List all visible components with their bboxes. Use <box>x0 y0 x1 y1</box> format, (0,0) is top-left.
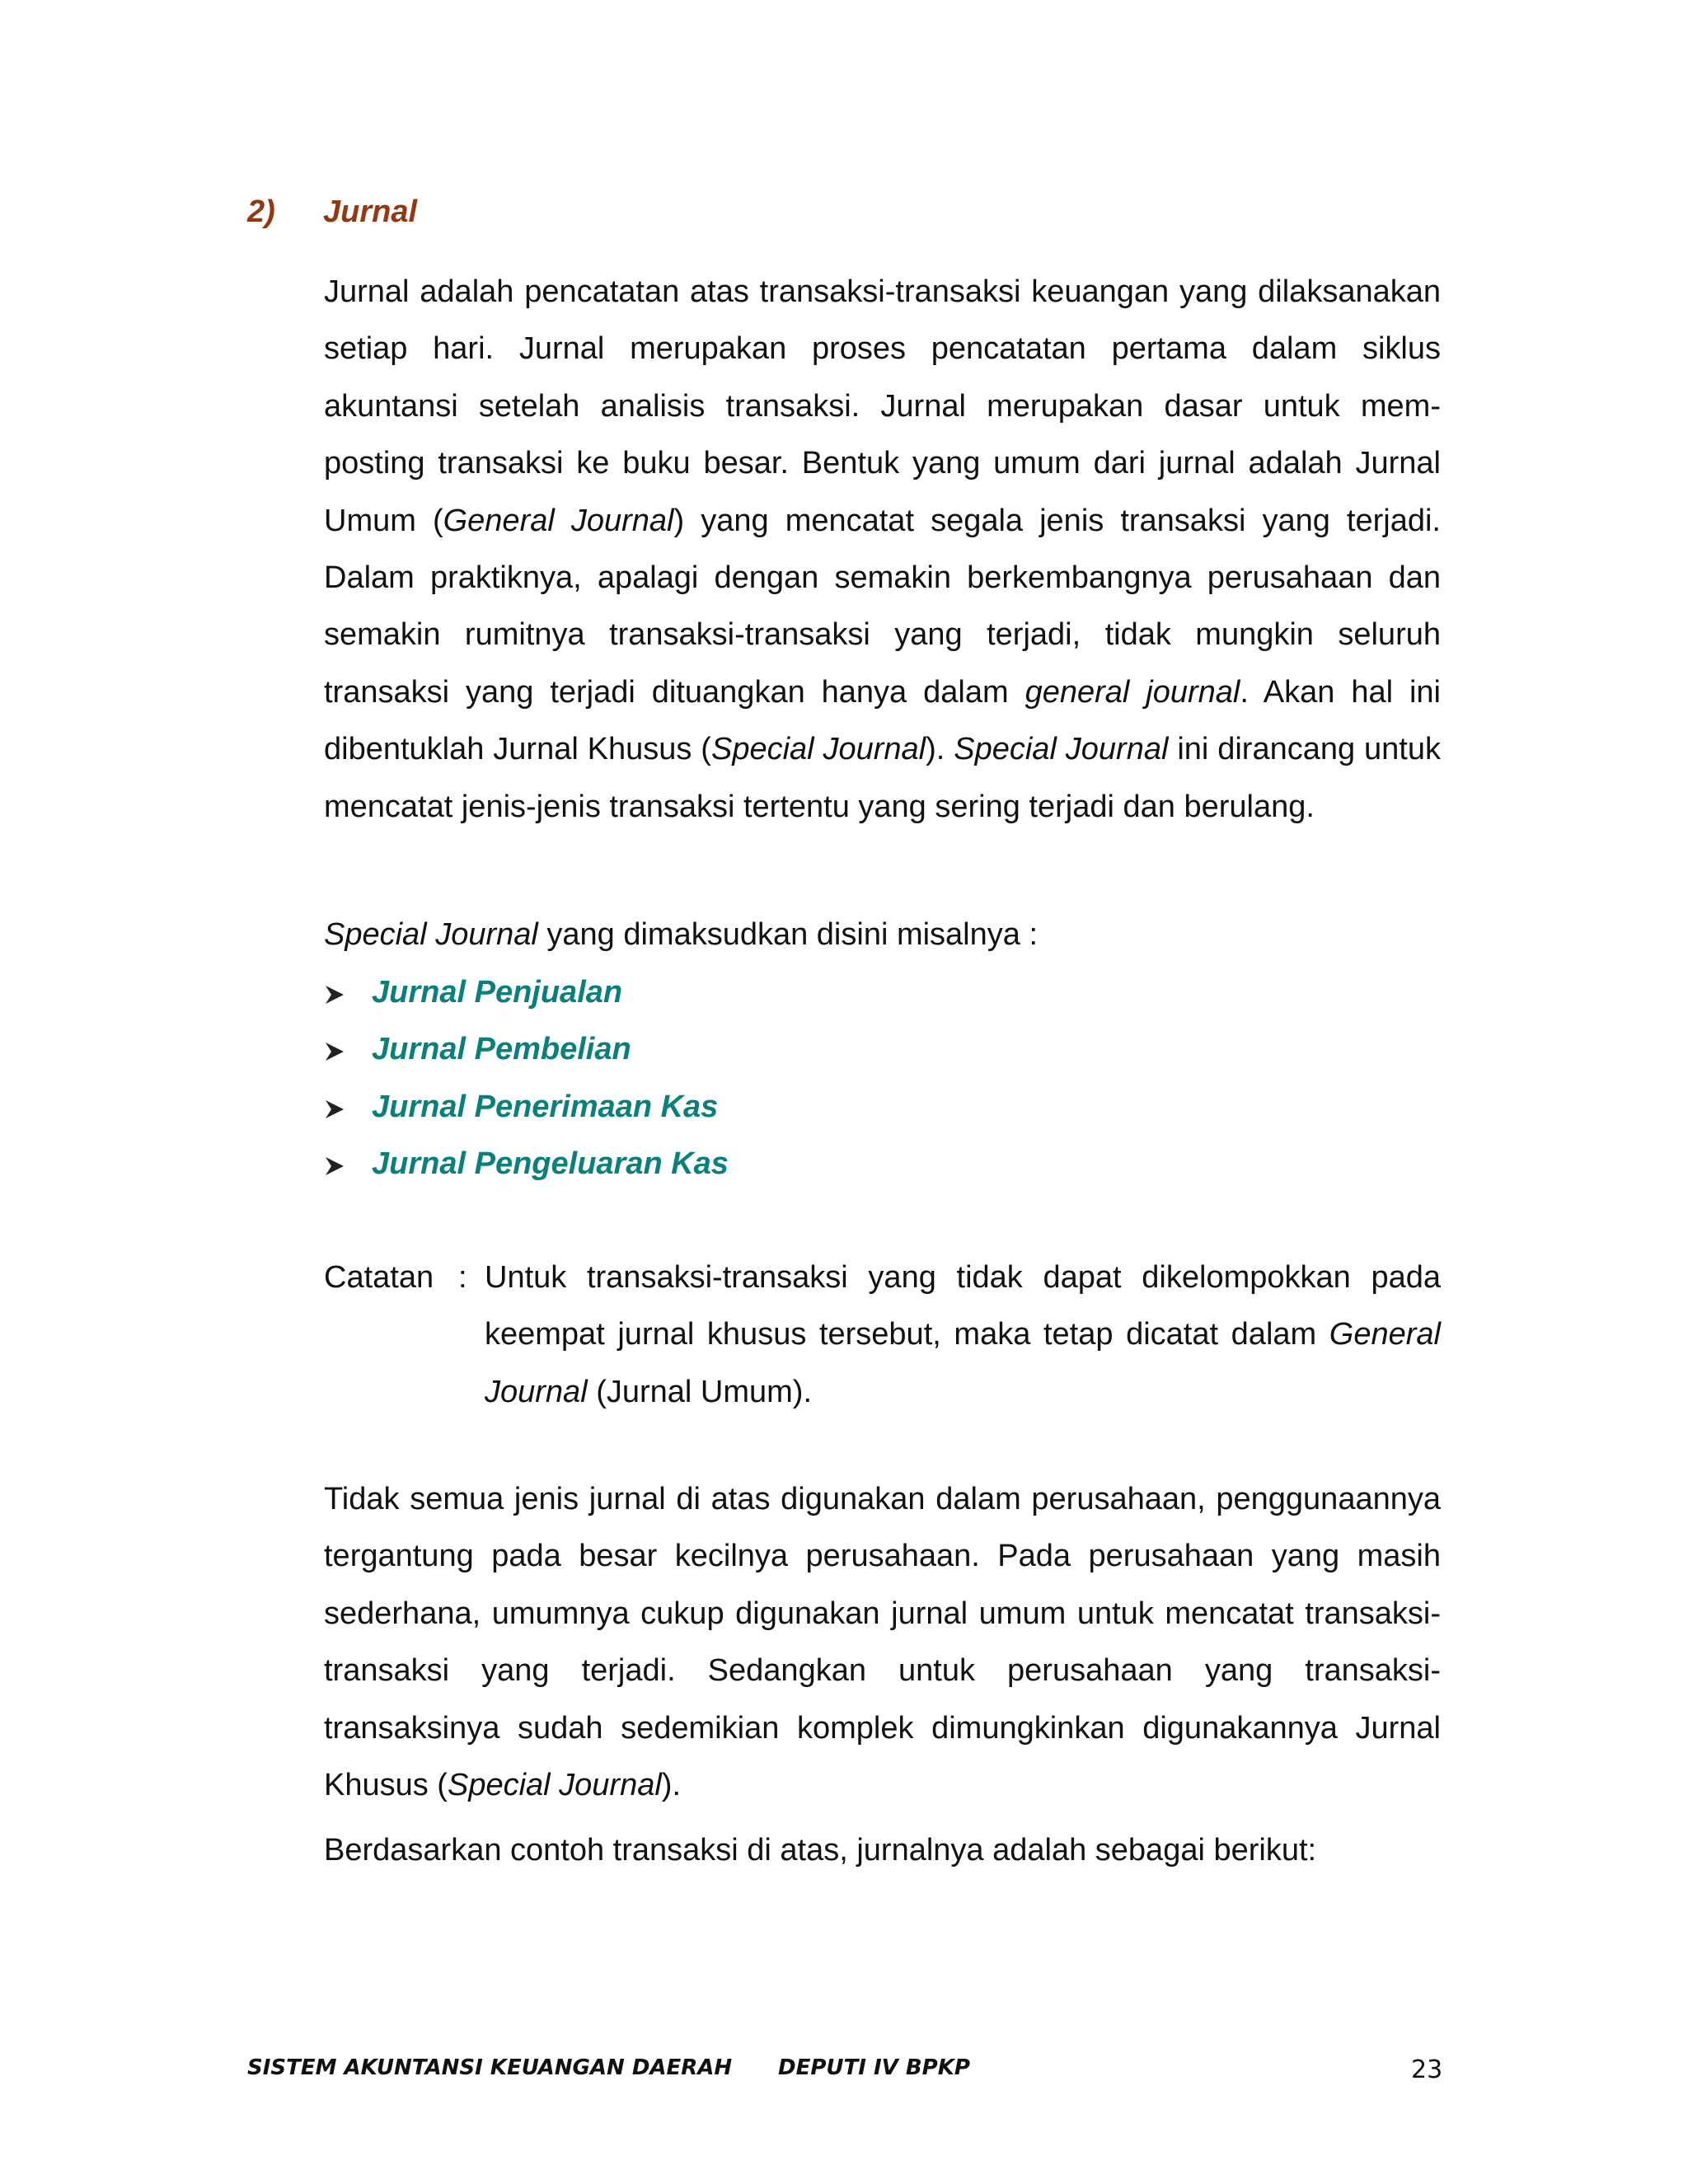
list-item <box>324 1021 729 1078</box>
paragraph-journal-usage <box>324 1471 1441 1814</box>
note-text <box>485 1249 1441 1421</box>
text-span: yang dimaksudkan disini misalnya : <box>537 917 1039 952</box>
text-span: Tidak semua jenis jurnal di atas digunakan dalam perusahaan, penggunaannya tergantung pada besar kecilnya perusahaan. Pada perusahaan yang masih sederhana, umumnya cukup digunakan jurnal umum untuk mencatat transaksi-transaksi yang terjadi. Sedangkan untuk perusahaan yang transaksi-transaksinya sudah sedemikian komplek dimungkinkan digunakannya Jurnal Khusus ( <box>324 1482 1441 1803</box>
page-number: 23 <box>1411 2055 1443 2084</box>
italic-term: Special Journal <box>954 732 1169 767</box>
text-span: Jurnal adalah pencatatan atas transaksi-transaksi keuangan yang dilaksanakan setiap hari. Jurnal merupakan proses pencatatan pertama dalam siklus akuntansi setelah analisis transaksi. Jurnal merupakan dasar untuk mem-posting transaksi ke buku besar. Bentuk yang umum dari jurnal adalah Jurnal Umum ( <box>324 274 1441 538</box>
closing-sentence: Berdasarkan contoh transaksi di atas, jurnalnya adalah sebagai berikut: <box>324 1833 1317 1868</box>
text-span: Untuk transaksi-transaksi yang tidak dapat dikelompokkan pada keempat jurnal khusus tersebut, maka tetap dicatat dalam <box>485 1260 1441 1352</box>
section-title: Jurnal <box>323 194 418 229</box>
text-span: ). <box>926 732 954 767</box>
text-span: (Jurnal Umum). <box>587 1374 813 1409</box>
list-item-label: Jurnal Pembelian <box>372 1032 631 1067</box>
paragraph-journal-definition <box>324 264 1441 836</box>
arrowhead-bullet-icon <box>324 1136 372 1193</box>
text-span: . Akan hal ini dibentuklah Jurnal Khusus ( <box>324 674 1441 767</box>
note-colon: : <box>458 1260 467 1295</box>
text-span: ) yang mencatat segala jenis transaksi yang terjadi. Dalam praktiknya, apalagi dengan semakin berkembangnya perusahaan dan semakin rumitnya transaksi-transaksi yang terjadi, tidak mungkin seluruh transaksi yang terjadi dituangkan hanya dalam <box>324 503 1441 710</box>
text-span: ). <box>661 1768 682 1803</box>
special-journal-list <box>324 964 729 1193</box>
footer-title: SISTEM AKUNTANSI KEUANGAN DAERAH <box>247 2055 733 2080</box>
italic-term: Special Journal <box>324 917 538 952</box>
arrowhead-bullet-icon <box>324 1079 372 1136</box>
arrowhead-bullet-icon <box>324 1021 372 1078</box>
text-span: ini dirancang untuk mencatat jenis-jenis transaksi tertentu yang sering terjadi dan berulang. <box>324 732 1441 824</box>
list-item <box>324 1079 729 1136</box>
list-item <box>324 964 729 1021</box>
italic-term: General Journal <box>485 1317 1441 1409</box>
footer-org: DEPUTI IV BPKP <box>778 2055 970 2080</box>
list-item-label: Jurnal Penjualan <box>372 975 623 1010</box>
list-item-label: Jurnal Penerimaan Kas <box>372 1089 719 1124</box>
italic-term: general journal <box>1025 674 1240 710</box>
arrowhead-bullet-icon <box>324 964 372 1021</box>
italic-term: Special Journal <box>710 732 926 767</box>
section-number: 2) <box>247 194 275 229</box>
special-journal-intro <box>324 907 1038 963</box>
italic-term: Special Journal <box>447 1768 662 1803</box>
list-item <box>324 1136 729 1193</box>
list-item-label: Jurnal Pengeluaran Kas <box>372 1146 729 1182</box>
italic-term: General Journal <box>443 503 674 538</box>
note-label: Catatan <box>324 1260 434 1295</box>
